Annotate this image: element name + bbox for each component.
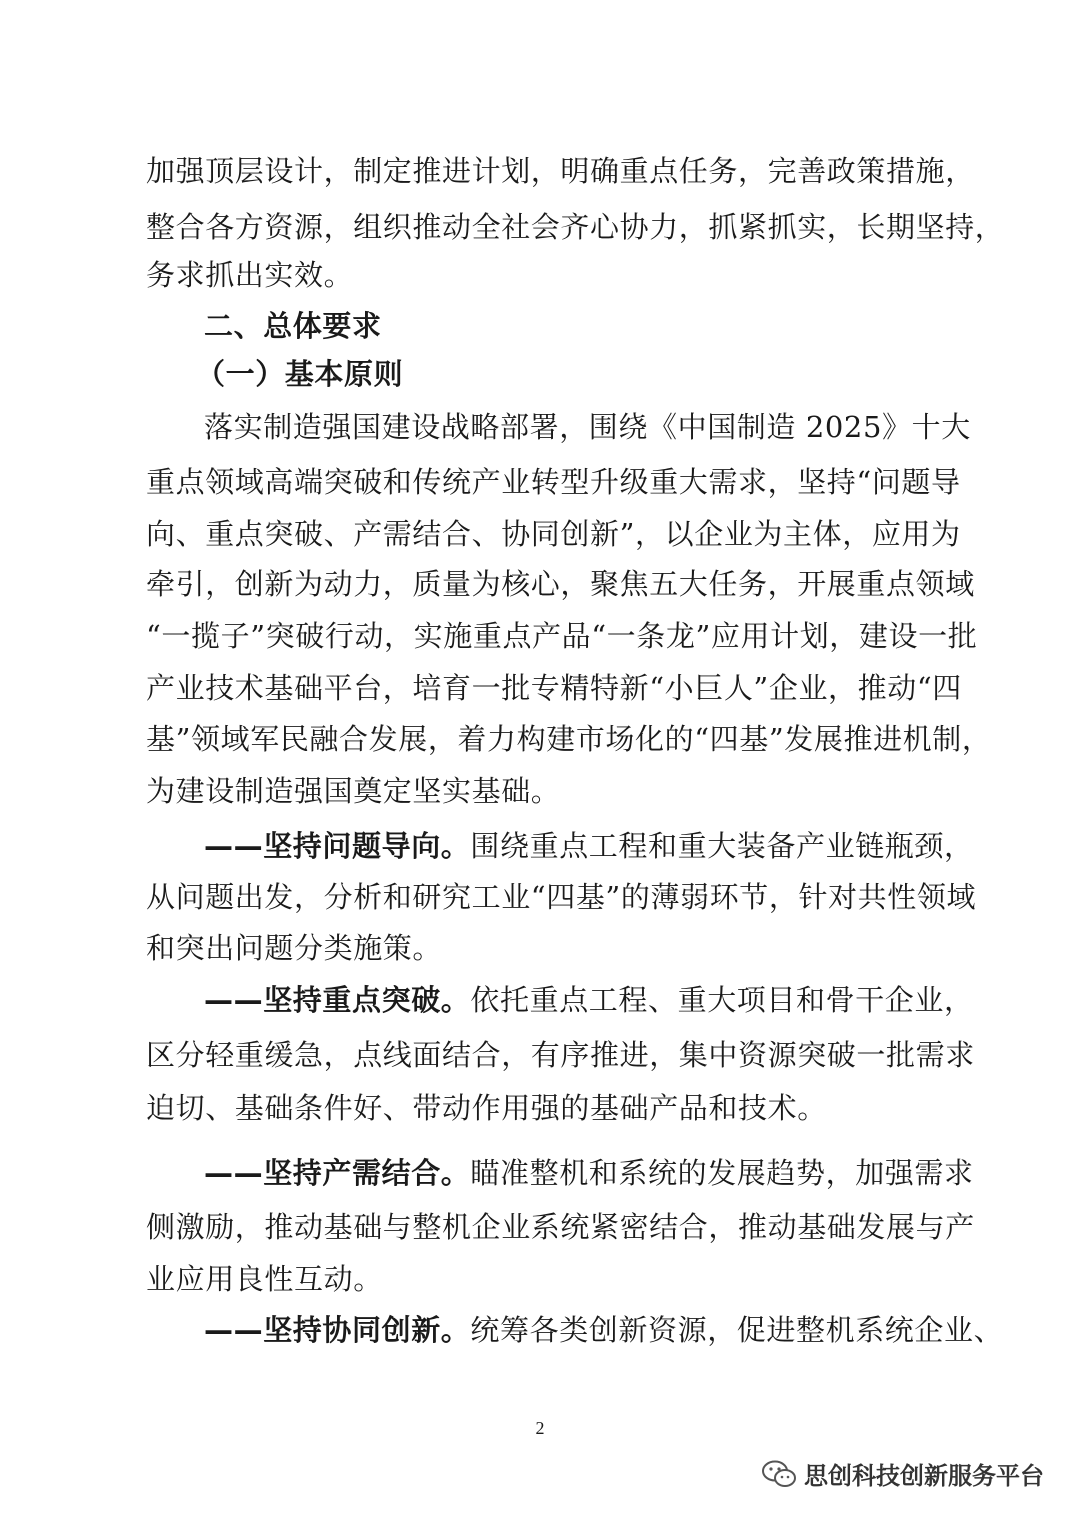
paragraph-line: 整合各方资源，组织推动全社会齐心协力，抓紧抓实，长期坚持， bbox=[146, 210, 1005, 244]
principle-title: ——坚持问题导向。 bbox=[204, 829, 471, 863]
paragraph-line: 落实制造强国建设战略部署，围绕《中国制造 2025》十大 bbox=[204, 410, 971, 444]
principle-text: 瞄准整机和系统的发展趋势，加强需求 bbox=[470, 1156, 974, 1190]
principle-text: 依托重点工程、重大项目和骨干企业， bbox=[470, 983, 974, 1017]
paragraph-line: 和突出问题分类施策。 bbox=[146, 931, 443, 965]
paragraph-line: 业应用良性互动。 bbox=[146, 1262, 383, 1296]
paragraph-line: 为建设制造强国奠定坚实基础。 bbox=[146, 774, 561, 808]
paragraph-line: 务求抓出实效。 bbox=[146, 258, 354, 292]
paragraph-line: 向、重点突破、产需结合、协同创新”，以企业为主体，应用为 bbox=[146, 517, 961, 551]
principle-line bbox=[204, 1311, 1004, 1349]
paragraph-line: 重点领域高端突破和传统产业转型升级重大需求，坚持“问题导 bbox=[146, 465, 961, 499]
principle-title: ——坚持协同创新。 bbox=[204, 1313, 471, 1347]
paragraph-line: “一揽子”突破行动，实施重点产品“一条龙”应用计划，建设一批 bbox=[146, 619, 978, 653]
paragraph-line: 基”领域军民融合发展，着力构建市场化的“四基”发展推进机制， bbox=[146, 722, 992, 756]
principle-title: ——坚持重点突破。 bbox=[204, 983, 471, 1017]
principle-line bbox=[204, 981, 974, 1019]
principle-text: 统筹各类创新资源，促进整机系统企业、 bbox=[470, 1313, 1004, 1347]
watermark bbox=[762, 1456, 1044, 1491]
paragraph-line: 加强顶层设计，制定推进计划，明确重点任务，完善政策措施， bbox=[146, 154, 975, 188]
page-number: 2 bbox=[535, 1418, 545, 1438]
principle-title: ——坚持产需结合。 bbox=[204, 1156, 471, 1190]
paragraph-line: 区分轻重缓急，点线面结合，有序推进，集中资源突破一批需求 bbox=[146, 1038, 975, 1072]
paragraph-line: 侧激励，推动基础与整机企业系统紧密结合，推动基础发展与产 bbox=[146, 1210, 975, 1244]
watermark-text: 思创科技创新服务平台 bbox=[804, 1462, 1044, 1490]
paragraph-line: 迫切、基础条件好、带动作用强的基础产品和技术。 bbox=[146, 1091, 827, 1125]
paragraph-line: 从问题出发，分析和研究工业“四基”的薄弱环节，针对共性领域 bbox=[146, 880, 977, 914]
wechat-icon bbox=[762, 1460, 796, 1488]
principle-text: 围绕重点工程和重大装备产业链瓶颈， bbox=[470, 829, 974, 863]
principle-line bbox=[204, 1154, 974, 1192]
section-heading: 二、总体要求 bbox=[204, 309, 382, 343]
principle-line bbox=[204, 827, 974, 865]
subsection-heading: （一）基本原则 bbox=[196, 357, 404, 391]
paragraph-line: 产业技术基础平台，培育一批专精特新“小巨人”企业，推动“四 bbox=[146, 671, 962, 705]
paragraph-line: 牵引，创新为动力，质量为核心，聚焦五大任务，开展重点领域 bbox=[146, 567, 975, 601]
